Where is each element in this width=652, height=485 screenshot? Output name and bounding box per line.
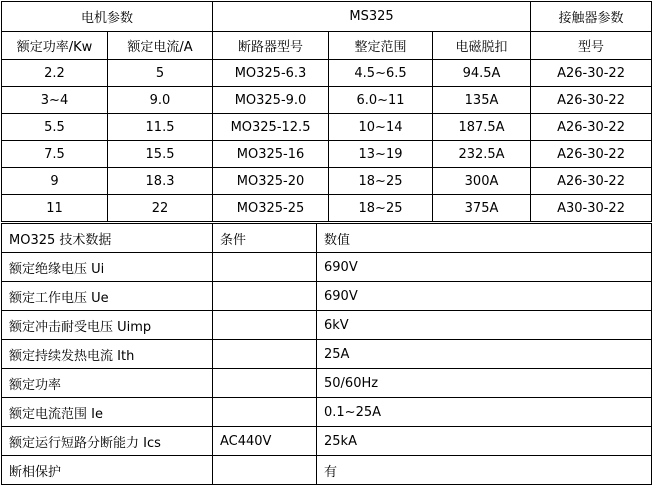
cell-condition	[213, 253, 317, 282]
cell-contactor-model: A26-30-22	[531, 168, 652, 195]
table-row	[2, 340, 652, 369]
table-row	[2, 398, 652, 427]
motor-parameters-table	[1, 1, 652, 222]
cell-parameter-name: 额定功率	[2, 369, 213, 398]
table-row	[2, 87, 652, 114]
cell-parameter-name: 额定冲击耐受电压 Uimp	[2, 311, 213, 340]
cell-magnetic-trip: 187.5A	[433, 114, 531, 141]
cell-rated-current: 11.5	[108, 114, 213, 141]
table-row	[2, 253, 652, 282]
technical-header-row	[2, 224, 652, 253]
technical-data-table	[1, 223, 652, 485]
group-header-contactor: 接触器参数	[531, 2, 652, 32]
cell-value: 25kA	[317, 427, 652, 456]
cell-breaker-model: MO325-20	[213, 168, 329, 195]
cell-magnetic-trip: 94.5A	[433, 60, 531, 87]
group-header-motor: 电机参数	[2, 2, 213, 32]
table-row	[2, 168, 652, 195]
cell-condition	[213, 456, 317, 485]
cell-setting-range: 10~14	[329, 114, 433, 141]
cell-parameter-name: 额定运行短路分断能力 Ics	[2, 427, 213, 456]
cell-condition	[213, 340, 317, 369]
cell-magnetic-trip: 232.5A	[433, 141, 531, 168]
cell-setting-range: 18~25	[329, 168, 433, 195]
cell-parameter-name: 额定绝缘电压 Ui	[2, 253, 213, 282]
table-row	[2, 141, 652, 168]
cell-value: 有	[317, 456, 652, 485]
cell-value: 50/60Hz	[317, 369, 652, 398]
column-header-rated-power: 额定功率/Kw	[2, 32, 108, 60]
cell-rated-current: 22	[108, 195, 213, 222]
cell-contactor-model: A26-30-22	[531, 114, 652, 141]
cell-rated-power: 11	[2, 195, 108, 222]
table-row	[2, 60, 652, 87]
cell-breaker-model: MO325-9.0	[213, 87, 329, 114]
cell-contactor-model: A26-30-22	[531, 87, 652, 114]
cell-contactor-model: A26-30-22	[531, 141, 652, 168]
cell-condition	[213, 282, 317, 311]
cell-condition	[213, 311, 317, 340]
cell-rated-power: 9	[2, 168, 108, 195]
cell-condition	[213, 369, 317, 398]
cell-value: 25A	[317, 340, 652, 369]
cell-rated-current: 5	[108, 60, 213, 87]
cell-value: 690V	[317, 282, 652, 311]
column-header-breaker-model: 断路器型号	[213, 32, 329, 60]
cell-parameter-name: 额定持续发热电流 Ith	[2, 340, 213, 369]
cell-value: 6kV	[317, 311, 652, 340]
cell-breaker-model: MO325-25	[213, 195, 329, 222]
technical-header-value: 数值	[317, 224, 652, 253]
cell-condition	[213, 398, 317, 427]
cell-setting-range: 13~19	[329, 141, 433, 168]
cell-parameter-name: 断相保护	[2, 456, 213, 485]
column-header-rated-current: 额定电流/A	[108, 32, 213, 60]
cell-setting-range: 4.5~6.5	[329, 60, 433, 87]
technical-header-condition: 条件	[213, 224, 317, 253]
table-row	[2, 427, 652, 456]
cell-magnetic-trip: 375A	[433, 195, 531, 222]
column-header-setting-range: 整定范围	[329, 32, 433, 60]
column-header-magnetic-trip: 电磁脱扣	[433, 32, 531, 60]
cell-breaker-model: MO325-12.5	[213, 114, 329, 141]
cell-breaker-model: MO325-6.3	[213, 60, 329, 87]
cell-parameter-name: 额定工作电压 Ue	[2, 282, 213, 311]
table-sheet	[0, 1, 652, 480]
table-row	[2, 311, 652, 340]
table-row	[2, 282, 652, 311]
column-header-row	[2, 32, 652, 60]
table-row	[2, 369, 652, 398]
cell-rated-power: 2.2	[2, 60, 108, 87]
column-header-contactor-model: 型号	[531, 32, 652, 60]
cell-rated-power: 3~4	[2, 87, 108, 114]
cell-magnetic-trip: 135A	[433, 87, 531, 114]
cell-setting-range: 6.0~11	[329, 87, 433, 114]
cell-rated-power: 5.5	[2, 114, 108, 141]
cell-breaker-model: MO325-16	[213, 141, 329, 168]
cell-contactor-model: A26-30-22	[531, 60, 652, 87]
cell-magnetic-trip: 300A	[433, 168, 531, 195]
cell-rated-current: 18.3	[108, 168, 213, 195]
cell-contactor-model: A30-30-22	[531, 195, 652, 222]
cell-setting-range: 18~25	[329, 195, 433, 222]
cell-rated-power: 7.5	[2, 141, 108, 168]
cell-condition: AC440V	[213, 427, 317, 456]
group-header-ms325: MS325	[213, 2, 531, 32]
group-header-row	[2, 2, 652, 32]
technical-header-title: MO325 技术数据	[2, 224, 213, 253]
table-row	[2, 456, 652, 485]
cell-value: 690V	[317, 253, 652, 282]
cell-rated-current: 9.0	[108, 87, 213, 114]
cell-rated-current: 15.5	[108, 141, 213, 168]
cell-parameter-name: 额定电流范围 Ie	[2, 398, 213, 427]
table-row	[2, 114, 652, 141]
table-row	[2, 195, 652, 222]
cell-value: 0.1~25A	[317, 398, 652, 427]
